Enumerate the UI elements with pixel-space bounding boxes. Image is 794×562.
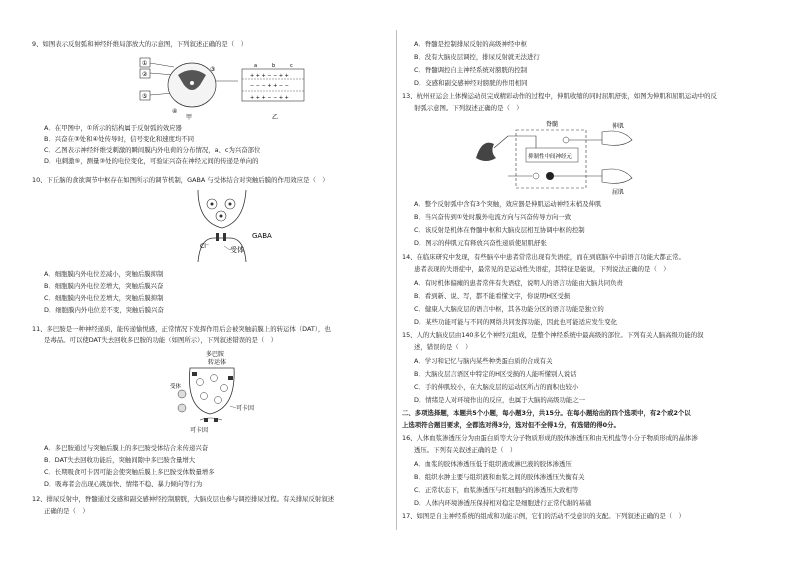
q11-label-receptor: 受体 [170,384,182,390]
q12-option-c: C．脊髓调控自主神经系统对膀胱的控制 [414,66,528,74]
q15-option-c: C．手的伸肌较小，在大脑皮层的运动区所占的面积也较小 [414,383,579,391]
q11-option-a: A．多巴胺通过与突触后膜上的多巴胺受体结合来传递兴奋 [44,444,209,452]
q14-option-a: A．有时机体偏瘫的患者常伴有失语症，说明人的语言功能由大脑共同负责 [414,279,623,287]
q9-stem: 9、如图表示反射弧和神经纤维局部放大的示意图，下列叙述正确的是（ ） [32,40,247,48]
column-divider [396,30,397,530]
q11-label-cocaine-2: 可卡因 [190,427,209,434]
q14-option-b: B．看到新、说、写，都不能看懂文字，你说明H区受损 [414,292,571,300]
q16-option-c: C．正常状态下，血浆渗透压与红细胞内的渗透压大致相等 [414,486,579,494]
q11-stem-line1: 11、多巴胺是一种神经递质，能传递愉悦感，正常情况下发挥作用后会被突触前膜上的转运体（DAT），也 [32,325,331,333]
q14-stem-line2: 患者表现的失语症中，最常见的是运动性失语症，其特征是能说，下列说法正确的是（ ） [414,265,670,273]
q16-option-b: B．组织水肿主要与组织液和血浆之间的胶体渗透压失衡有关 [414,473,585,481]
q9-figure [134,55,309,121]
q10-label-cl: Cl⁻ [200,243,210,250]
q12-stem-line2: 正确的是（ ） [44,507,89,515]
q15-option-a: A．学习和记忆与脑内某些种类蛋白质的合成有关 [414,357,553,365]
q11-label-transporter: 转运体 [208,359,227,366]
q9-option-b: B．兴奋在③处和④处传导时，信号变化和速度均不同 [44,135,195,143]
q13-figure [472,118,642,196]
q11-option-c: C．长期吸食可卡因可能会使突触后膜上多巴胺受体数量增多 [44,468,215,476]
q10-figure [192,188,282,264]
q13-option-d: D．图示的伸肌元有释放兴奋性递质使屈肌舒张 [414,239,547,247]
q10-option-a: A．细胞膜内外电位差减小，突触后膜抑制 [44,270,164,278]
q10-label-gaba: GABA [252,232,272,240]
q13-label-extensor: 伸肌 [612,123,625,130]
q9-label-4: ④ [172,108,178,115]
q10-stem: 10、下丘脑的食欲调节中枢存在如图所示的调节机制，GABA 与受体结合对突触后膜的作用效应是（ ） [32,176,329,184]
svg-text:− − − + + − −: − − − + + − − [250,83,289,89]
q11-figure [170,348,280,440]
q16-stem-line1: 16、人体血浆渗透压分为由蛋白质等大分子物质形成的胶体渗透压和由无机盐等小分子物质形成的晶体渗 [402,434,698,442]
q13-label-flexor: 屈肌 [612,189,625,196]
q9-caption-yi: 乙 [272,114,279,121]
q15-stem-line1: 15、人的大脑皮层由140多亿个神经元组成，是整个神经系统中最高级的部位。下列有关人脑高级功能的叙 [402,331,704,339]
q13-option-c: C．该反射是机体在脊髓中枢和大脑皮层相互协调中枢的控制 [414,226,585,234]
q10-label-receptor: 受体 [230,246,244,254]
q12-option-d: D．交感和副交感神经对膀胱的作用相同 [414,79,528,87]
q13-stem-line1: 13、杭州亚运会上体操运动员完成精彩动作的过程中，伸肌收缩的同时屈肌舒张，如图为伸肌和屈肌运动中的反 [402,92,717,100]
q11-label-cocaine-1: 可卡因 [236,405,255,412]
q11-option-b: B．DAT失去回收功能后，突触间隙中多巴胺含量增大 [44,456,196,464]
q10-option-b: B．细胞膜内外电位差增大，突触后膜兴奋 [44,282,164,290]
q11-stem-line2: 是毒品。可以使DAT失去回收多巴胺的功能（如图所示），下列叙述错误的是（ ） [44,336,278,344]
q10-option-c: C．细胞膜内外电位差增大，突触后膜抑制 [44,294,164,302]
q11-option-d: D．吸毒者会出现心跳加快、情绪不稳、暴力倾向等行为 [44,480,203,488]
q15-option-d: D．情绪是人对环境作出的反应，也属于大脑的高级功能之一 [414,396,586,404]
q9-label-3: ③ [210,66,216,73]
q15-stem-line2: 述，错误的是（ ） [414,343,472,351]
q16-stem-line2: 透压。下列有关叙述正确的是（ ） [414,446,517,454]
svg-text:+ + + − − + +: + + + − − + + [250,73,289,79]
q13-option-a: A．整个反射弧中含有3个突触，效应器是伸肌运动神经末梢及伸肌 [414,200,602,208]
q16-option-a: A．血浆的胶体渗透压低于组织液或淋巴液的胶体渗透压 [414,460,572,468]
q14-option-c: C．健康人大脑皮层的语言中枢，其各功能分区的语言功能是独立的 [414,305,604,313]
q9-option-d: D．电刺激⑤，测量③处的电位变化，可验证兴奋在神经元间的传递是单向的 [44,157,259,165]
svg-text:+ + + − − + +: + + + − − + + [250,95,289,101]
q10-option-d: D．细胞膜内外电位差不变，突触后膜兴奋 [44,306,164,314]
q13-stem-line2: 射弧示意图。下列叙述正确的是（ ） [414,104,523,112]
q9-label-2: ② [142,71,148,78]
section2-heading-line2: 上选项符合题目要求，全都选对得3分，选对但不全得1分，有选错的得0分。 [402,421,620,429]
q12-option-b: B．没有大脑皮层调控，排尿反射就无法进行 [414,53,540,61]
q9-caption-jia: 甲 [186,114,193,121]
q9-label-1: ① [142,60,148,67]
q9-option-a: A．在甲图中，①所示的结构属于反射弧的效应器 [44,124,182,132]
q9-label-b: b [272,63,276,69]
q9-label-5: ⑤ [142,93,148,100]
q17-stem: 17、如图是自主神经系统的组成和功能示例，它们的活动不受意识的支配。下列叙述正确的是（ ） [402,512,685,520]
q12-option-a: A．脊髓是控制排尿反射的高级神经中枢 [414,40,528,48]
q14-stem-line1: 14、在临床研究中发现，有些脑卒中患者常常出现有失语症，而在到底脑卒中前语言功能大都正常。 [402,253,685,261]
q12-stem-line1: 12、排尿反射中，脊髓通过交感和副交感神经控制膀胱，大脑皮层也参与调控排尿过程。有关排尿反射叙述 [32,495,335,503]
q14-option-d: D．某些功能可能与不同的网络共同发挥功能，因此也可能适应发生变化 [414,318,618,326]
q13-option-b: B．当兴奋传到①处时膜外电流方向与兴奋传导方向一致 [414,213,572,221]
section2-heading-line1: 二、多项选择题，本题共5个小题，每小题3分，共15分。在每小题给出的四个选项中，有2个或2个以 [402,409,691,417]
q11-label-dopamine: 多巴胺 [206,351,225,358]
q16-option-d: D．人体内环境渗透压保持相对稳定是细胞进行正常代谢的基础 [414,499,592,507]
q9-option-c: C．乙图表示神经纤维受刺激的瞬间膜内外电荷的分布情况，a、c为兴奋部位 [44,146,261,154]
q15-option-b: B．大脑皮层言语区中特定的H区受损的人能听懂别人说话 [414,370,577,378]
q13-label-interneuron: 抑制性中间神经元 [528,154,573,160]
q9-label-a: a [254,63,258,69]
q13-label-spinal: 脊髓 [546,121,559,128]
q9-label-c: c [290,63,293,69]
